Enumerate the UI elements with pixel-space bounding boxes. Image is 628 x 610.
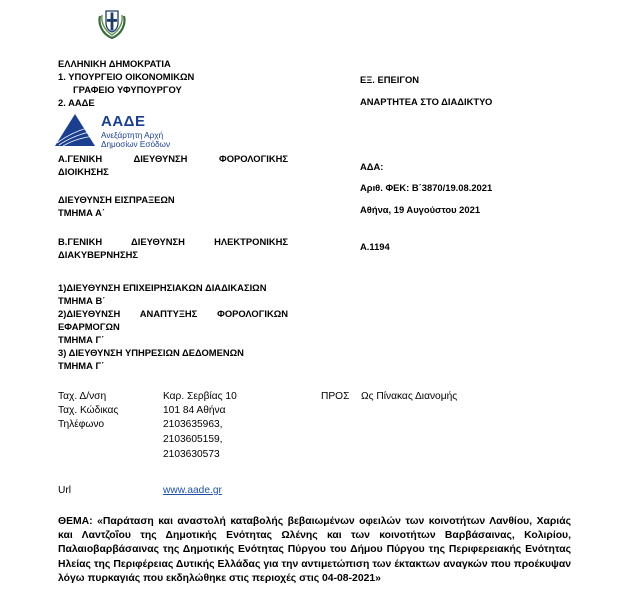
recipient-label: ΠΡΟΣ xyxy=(321,391,350,402)
dir-data-services: 3) ΔΙΕΥΘΥΝΣΗ ΥΠΗΡΕΣΙΩΝ ΔΕΔΟΜΕΝΩΝ xyxy=(58,347,244,358)
dir-tax-apps-cont: ΕΦΑΡΜΟΓΩΝ xyxy=(58,321,120,332)
phone-2: 2103605159, xyxy=(163,434,223,445)
greek-coat-of-arms-icon xyxy=(95,6,129,40)
urgent-label: ΕΞ. ΕΠΕΙΓΟΝ xyxy=(360,74,420,85)
dept-c-data: ΤΜΗΜΑ Γ΄ xyxy=(58,360,105,371)
aade-logo-mark-icon xyxy=(55,112,97,146)
logo-line-1: Ανεξάρτητη Αρχή xyxy=(101,131,164,140)
header-country: ΕΛΛΗΝΙΚΗ ΔΗΜΟΚΡΑΤΙΑ xyxy=(58,58,171,69)
subject-paragraph: ΘΕΜΑ: «Παράταση και αναστολή καταβολής βεβαιωμένων οφειλών των κοινοτήτων Λανθίου, Χαριάς και Λαντζοΐου της Δημοτικής Ενότητας Ωλένης και των κοινοτήτων Βαρβάσαινας, Κολιρίου, Παλαιοβαρβάσαινας της Δημοτικής Ενότητας Πύργου του Δήμου Πύργου της Περιφερειακής Ενότητας Ηλείας της Περιφέρειας Δυτικής Ελλάδας για την αντιμετώπιση των έκτακτων αναγκών που προέκυψαν λόγω πυρκαγιάς που εκδηλώθηκε στις περιοχές στις 04-08-2021» xyxy=(58,516,571,584)
postal-label: Ταχ. Κώδικας xyxy=(58,405,119,416)
dept-c-apps: ΤΜΗΜΑ Γ΄ xyxy=(58,334,105,345)
recipient-value: Ως Πίνακας Διανομής xyxy=(361,391,458,402)
aade-logo xyxy=(55,112,195,152)
website-link[interactable]: www.aade.gr xyxy=(163,485,222,496)
phone-3: 2103630573 xyxy=(163,449,220,460)
url-label: Url xyxy=(58,485,72,496)
gd-egov-cont: ΔΙΑΚΥΒΕΡΝΗΣΗΣ xyxy=(58,249,138,260)
dir-collections: ΔΙΕΥΘΥΝΣΗ ΕΙΣΠΡΑΞΕΩΝ xyxy=(58,194,175,205)
gd-tax-admin-cont: ΔΙΟΙΚΗΣΗΣ xyxy=(58,166,109,177)
header-aade: 2. ΑΑΔΕ xyxy=(58,97,95,108)
gd-egov: Β.ΓΕΝΙΚΗ ΔΙΕΥΘΥΝΣΗ ΗΛΕΚΤΡΟΝΙΚΗΣ xyxy=(58,236,288,247)
posting-label: ΑΝΑΡΤΗΤΕΑ ΣΤΟ ΔΙΑΔΙΚΤΥΟ xyxy=(360,96,493,107)
logo-line-2: Δημοσίων Εσόδων xyxy=(101,140,171,149)
phone-label: Τηλέφωνο xyxy=(58,419,105,430)
header-office: ΓΡΑΦΕΙΟ ΥΦΥΠΟΥΡΓΟΥ xyxy=(73,84,182,95)
dir-business-processes: 1)ΔΙΕΥΘΥΝΣΗ ΕΠΙΧΕΙΡΗΣΙΑΚΩΝ ΔΙΑΔΙΚΑΣΙΩΝ xyxy=(58,282,267,293)
gd-tax-admin: Α.ΓΕΝΙΚΗ ΔΙΕΥΘΥΝΣΗ ΦΟΡΟΛΟΓΙΚΗΣ xyxy=(58,153,288,164)
header-ministry: 1. ΥΠΟΥΡΓΕΙΟ ΟΙΚΟΝΟΜΙΚΩΝ xyxy=(58,71,195,82)
fek-number: Αριθ. ΦΕΚ: Β΄3870/19.08.2021 xyxy=(360,182,493,193)
dept-b: ΤΜΗΜΑ Β΄ xyxy=(58,295,106,306)
logo-acronym: ΑΑΔΕ xyxy=(101,113,146,130)
ada-label: ΑΔΑ: xyxy=(360,161,384,172)
address-label: Ταχ. Δ/νση xyxy=(58,391,107,402)
dir-tax-apps: 2)ΔΙΕΥΘΥΝΣΗ ΑΝΑΠΤΥΞΗΣ ΦΟΡΟΛΟΓΙΚΩΝ xyxy=(58,308,288,319)
dept-a: ΤΜΗΜΑ Α΄ xyxy=(58,207,106,218)
address-value: Καρ. Σερβίας 10 xyxy=(163,391,237,402)
postal-value: 101 84 Αθήνα xyxy=(163,405,226,416)
phone-1: 2103635963, xyxy=(163,419,223,430)
document-date: Αθήνα, 19 Αυγούστου 2021 xyxy=(360,204,481,215)
protocol-number: Α.1194 xyxy=(360,241,390,252)
